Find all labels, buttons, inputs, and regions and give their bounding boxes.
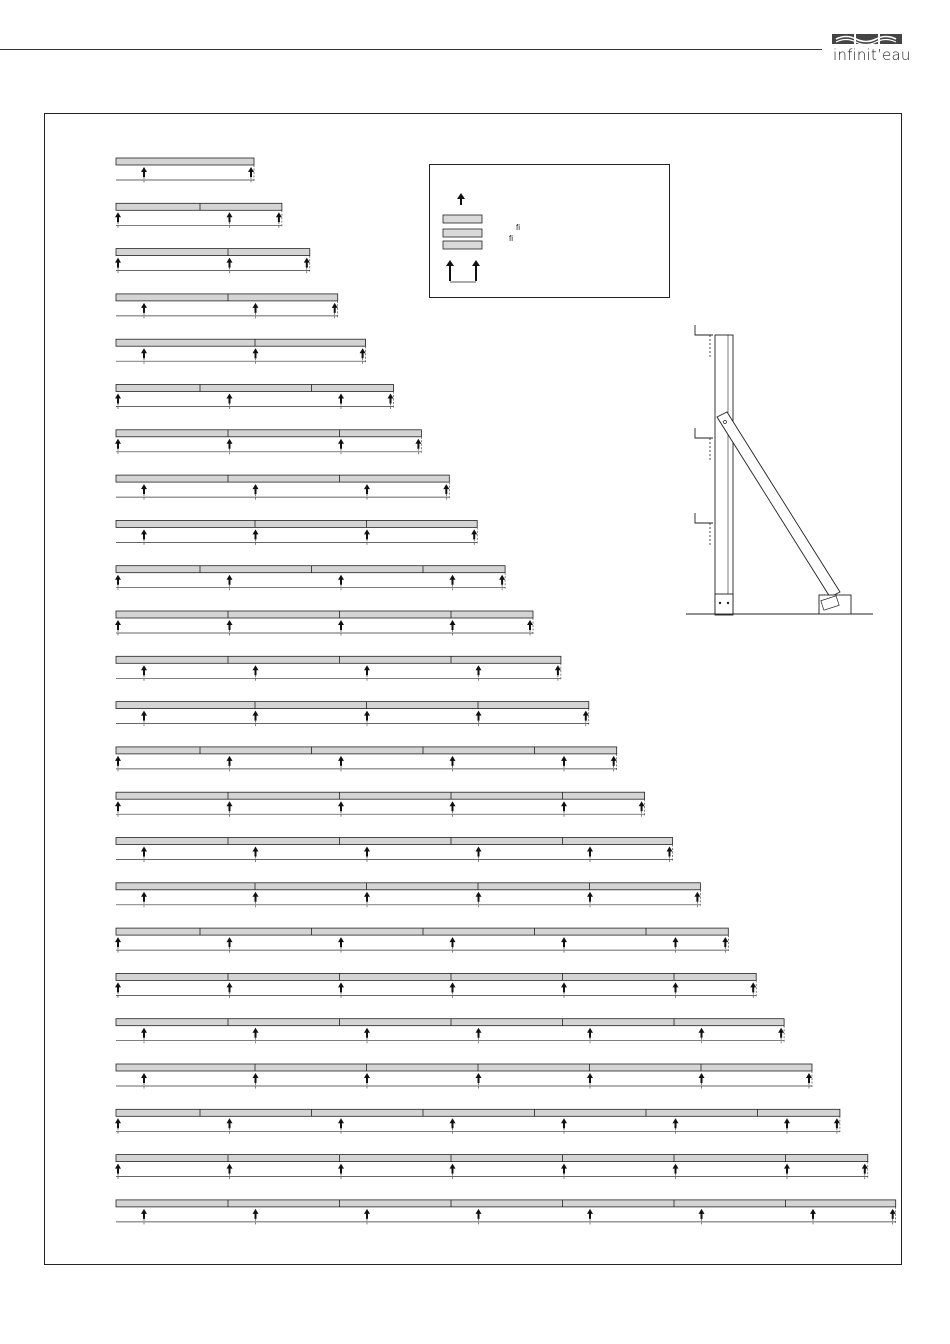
- support-arrow-icon: [415, 439, 421, 449]
- support-arrow-icon: [561, 937, 567, 947]
- support-arrow-icon: [471, 529, 477, 539]
- support-arrow-icon: [141, 303, 147, 313]
- support-arrow-icon: [364, 711, 370, 721]
- support-arrow-icon: [253, 348, 259, 358]
- support-arrow-icon: [364, 484, 370, 494]
- support-arrow-icon: [141, 1028, 147, 1038]
- support-arrow-icon: [338, 620, 344, 630]
- support-arrow-icon: [722, 937, 728, 947]
- spacing-arrow-right-icon: [472, 260, 480, 281]
- support-arrow-icon: [141, 348, 147, 358]
- support-arrow-icon: [699, 1073, 705, 1083]
- support-arrow-icon: [450, 620, 456, 630]
- rail-bar: [116, 520, 477, 527]
- support-arrow-icon: [253, 847, 259, 857]
- vertical-post: [715, 335, 733, 615]
- support-arrow-icon: [115, 1164, 121, 1174]
- support-arrow-icon: [673, 982, 679, 992]
- support-arrow-icon: [587, 1209, 593, 1219]
- support-arrow-icon: [364, 847, 370, 857]
- support-arrow-icon: [862, 1164, 868, 1174]
- support-arrow-icon: [227, 258, 233, 268]
- support-arrow-icon: [141, 665, 147, 675]
- support-arrow-icon: [784, 1118, 790, 1128]
- support-arrow-icon: [141, 484, 147, 494]
- support-arrow-icon: [890, 1209, 896, 1219]
- support-arrow-icon: [115, 575, 121, 585]
- support-arrow-icon: [364, 1209, 370, 1219]
- support-arrow-icon: [810, 1209, 816, 1219]
- rail-bar: [116, 1155, 868, 1162]
- support-arrow-icon: [673, 1118, 679, 1128]
- support-arrow-icon: [227, 394, 233, 404]
- support-arrow-icon: [583, 711, 589, 721]
- rail-bar: [116, 203, 282, 210]
- rail-bar: [116, 1019, 784, 1026]
- support-arrow-icon: [227, 1118, 233, 1128]
- rail-bar: [116, 1200, 896, 1207]
- support-arrow-icon: [332, 303, 338, 313]
- support-arrow-icon: [834, 1118, 840, 1128]
- rail-bar: [116, 294, 338, 301]
- support-arrow-icon: [115, 394, 121, 404]
- support-arrow-icon: [253, 892, 259, 902]
- rail-bar: [116, 928, 728, 935]
- support-arrow-icon: [450, 982, 456, 992]
- support-arrow-icon: [476, 665, 482, 675]
- rail-bar: [116, 430, 421, 437]
- legend-box: [429, 164, 670, 298]
- support-arrow-icon: [115, 982, 121, 992]
- support-arrow-icon: [338, 1164, 344, 1174]
- support-arrow-icon: [364, 1028, 370, 1038]
- support-arrow-icon: [450, 575, 456, 585]
- support-arrow-icon: [639, 801, 645, 811]
- rail-bar: [116, 883, 700, 890]
- support-arrow-icon: [450, 1118, 456, 1128]
- post-base: [715, 594, 733, 614]
- support-arrow-icon: [253, 1209, 259, 1219]
- support-arrow-icon: [450, 1164, 456, 1174]
- support-arrow-icon: [364, 892, 370, 902]
- rail-symbol-3: [443, 241, 482, 249]
- rail-bar: [116, 249, 310, 256]
- support-arrow-icon: [141, 847, 147, 857]
- support-arrow-icon: [248, 167, 254, 177]
- support-arrow-icon: [450, 801, 456, 811]
- support-arrow-icon: [338, 982, 344, 992]
- support-arrow-icon: [587, 892, 593, 902]
- base-bolt: [719, 602, 721, 604]
- support-arrow-icon: [673, 1164, 679, 1174]
- support-arrow-icon: [227, 982, 233, 992]
- support-arrow-icon: [476, 711, 482, 721]
- support-arrow-icon: [141, 167, 147, 177]
- support-arrow-icon: [364, 529, 370, 539]
- legend-symbols: [430, 165, 671, 299]
- support-arrow-icon: [253, 303, 259, 313]
- support-arrow-icon: [784, 1164, 790, 1174]
- support-arrow-icon: [561, 982, 567, 992]
- support-arrow-icon: [561, 801, 567, 811]
- support-arrow-icon: [476, 1028, 482, 1038]
- rail-symbol-1: [443, 215, 482, 223]
- support-arrow-icon: [699, 1028, 705, 1038]
- rail-bar: [116, 973, 756, 980]
- support-arrow-icon: [587, 1073, 593, 1083]
- support-arrow-icon: [141, 1073, 147, 1083]
- rail-bar: [116, 702, 589, 709]
- support-arrow-icon: [750, 982, 756, 992]
- support-arrow-icon: [806, 1073, 812, 1083]
- support-arrow-icon: [338, 1118, 344, 1128]
- support-arrow-icon: [253, 529, 259, 539]
- support-arrow-icon: [115, 1118, 121, 1128]
- support-arrow-icon: [253, 1073, 259, 1083]
- support-arrow-icon: [450, 756, 456, 766]
- support-arrow-icon: [499, 575, 505, 585]
- rail-bar: [116, 475, 449, 482]
- support-arrow-icon: [476, 1209, 482, 1219]
- support-arrow-icon: [227, 1164, 233, 1174]
- support-arrow-icon: [227, 620, 233, 630]
- rail-bar: [116, 747, 617, 754]
- support-arrow-icon: [457, 193, 465, 205]
- support-arrow-icon: [561, 756, 567, 766]
- support-arrow-icon: [587, 847, 593, 857]
- support-arrow-icon: [115, 439, 121, 449]
- rail-clamp-bracket: [695, 428, 713, 438]
- rail-bar: [116, 656, 561, 663]
- support-arrow-icon: [304, 258, 310, 268]
- support-arrow-icon: [115, 212, 121, 222]
- support-arrow-icon: [115, 620, 121, 630]
- support-arrow-icon: [253, 1028, 259, 1038]
- support-arrow-icon: [141, 529, 147, 539]
- support-arrow-icon: [253, 484, 259, 494]
- support-arrow-icon: [364, 665, 370, 675]
- support-arrow-icon: [611, 756, 617, 766]
- support-arrow-icon: [338, 756, 344, 766]
- support-arrow-icon: [115, 801, 121, 811]
- legend-marker-2: fi: [509, 234, 513, 243]
- support-arrow-icon: [561, 1118, 567, 1128]
- support-arrow-icon: [338, 439, 344, 449]
- support-arrow-icon: [673, 937, 679, 947]
- support-arrow-icon: [227, 439, 233, 449]
- support-arrow-icon: [227, 212, 233, 222]
- brand-name: infinit’eau: [833, 46, 911, 64]
- support-arrow-icon: [555, 665, 561, 675]
- support-arrow-icon: [141, 1209, 147, 1219]
- rail-symbol-2: [443, 229, 482, 237]
- support-arrow-icon: [253, 665, 259, 675]
- support-arrow-icon: [443, 484, 449, 494]
- support-arrow-icon: [561, 1164, 567, 1174]
- support-arrow-icon: [338, 937, 344, 947]
- support-arrow-icon: [388, 394, 394, 404]
- support-arrow-icon: [450, 937, 456, 947]
- base-bolt: [727, 602, 729, 604]
- support-arrow-icon: [587, 1028, 593, 1038]
- support-arrow-icon: [364, 1073, 370, 1083]
- legend-marker-1: fi: [516, 223, 520, 232]
- rail-bar: [116, 611, 533, 618]
- support-arrow-icon: [527, 620, 533, 630]
- support-arrow-icon: [227, 937, 233, 947]
- spacing-arrow-left-icon: [446, 260, 454, 281]
- support-arrow-icon: [115, 258, 121, 268]
- support-arrow-icon: [338, 801, 344, 811]
- support-arrow-icon: [360, 348, 366, 358]
- rail-bar: [116, 385, 394, 392]
- support-arrow-icon: [476, 892, 482, 902]
- support-arrow-icon: [338, 575, 344, 585]
- support-arrow-icon: [778, 1028, 784, 1038]
- rail-bar: [116, 792, 645, 799]
- support-arrow-icon: [667, 847, 673, 857]
- support-arrow-icon: [115, 756, 121, 766]
- rail-bar: [116, 158, 254, 165]
- support-arrow-icon: [227, 575, 233, 585]
- diagonal-brace: [717, 412, 840, 597]
- support-arrow-icon: [227, 801, 233, 811]
- support-arrow-icon: [141, 711, 147, 721]
- rail-bar: [116, 838, 673, 845]
- support-arrow-icon: [699, 1209, 705, 1219]
- rail-bar: [116, 566, 505, 573]
- support-arrow-icon: [476, 1073, 482, 1083]
- rail-clamp-bracket: [695, 325, 713, 335]
- support-arrow-icon: [253, 711, 259, 721]
- rail-bar: [116, 339, 366, 346]
- rail-bar: [116, 1064, 812, 1071]
- support-arrow-icon: [476, 847, 482, 857]
- rail-clamp-bracket: [695, 513, 713, 523]
- support-arrow-icon: [694, 892, 700, 902]
- support-arrow-icon: [276, 212, 282, 222]
- support-arrow-icon: [141, 892, 147, 902]
- support-arrow-icon: [115, 937, 121, 947]
- rail-bar: [116, 1109, 840, 1116]
- support-arrow-icon: [227, 756, 233, 766]
- support-arrow-icon: [338, 394, 344, 404]
